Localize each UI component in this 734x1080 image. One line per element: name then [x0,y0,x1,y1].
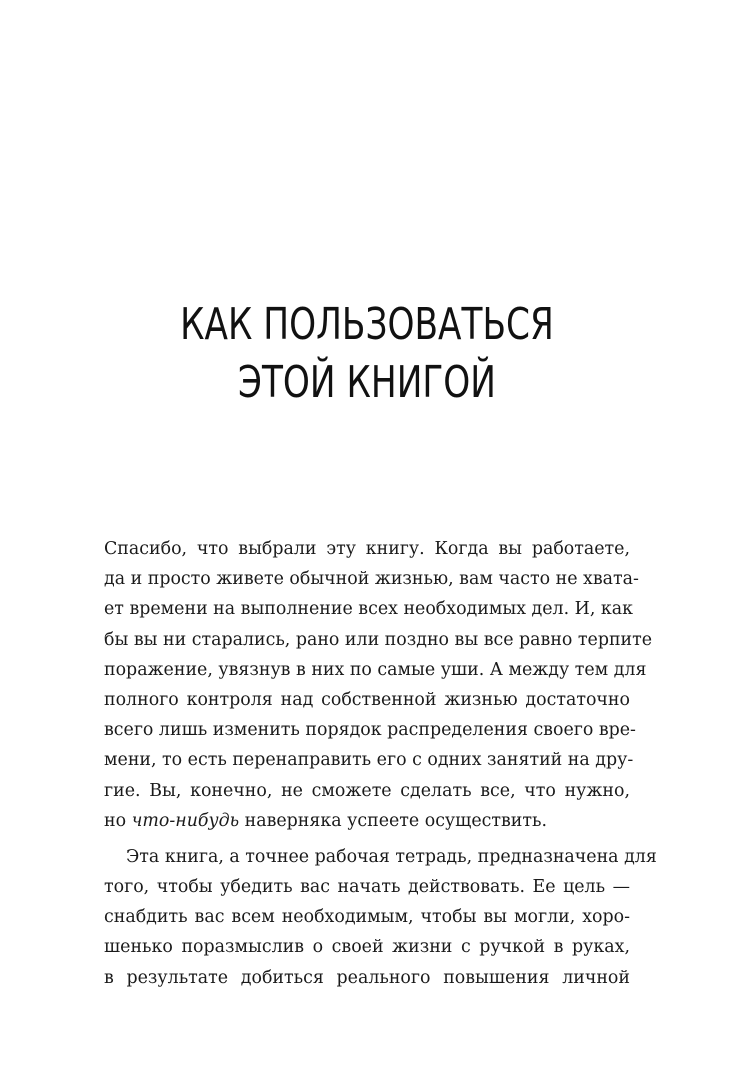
text-line: Спасибо, что выбрали эту книгу. Когда вы работаете, [104,539,630,559]
text-line: полного контроля над собственной жизнью достаточно [104,689,630,710]
emphasis-text: что-нибудь [131,810,240,831]
chapter-title-line-2: ЭТОЙ КНИГОЙ [237,357,496,408]
text-line: снабдить вас всем необходимым, чтобы вы могли, хоро- [104,907,630,928]
chapter-title-line-1: КАК ПОЛЬЗОВАТЬСЯ [180,299,554,350]
text-line: мени, то есть перенаправить его с одних занятий на дру- [104,750,634,771]
text-line: да и просто живете обычной жизнью, вам часто не хвата- [104,569,639,590]
text-line: ет времени на выполнение всех необходимых дел. И, как [104,599,633,620]
paragraph-2 [104,842,657,993]
text-line: поражение, увязнув в них по самые уши. А между тем для [104,659,647,680]
text-line-last [104,806,630,836]
text-line: всего лишь изменить порядок распределения своего вре- [104,720,636,741]
text-line: того, чтобы убедить вас начать действовать. Ее цель — [104,877,630,898]
chapter-title [81,296,654,412]
text-segment: наверняка успеете осуществить. [239,810,547,831]
text-line: шенько поразмыслив о своей жизни с ручкой в руках, [104,937,630,958]
body-text [104,534,657,993]
text-line: гие. Вы, конечно, не сможете сделать все, что нужно, [104,780,630,801]
text-line: бы вы ни старались, рано или поздно вы все равно терпите [104,629,653,650]
text-segment: но [104,810,132,831]
paragraph-1 [104,534,653,836]
text-line: в результате добиться реального повышения личной [104,967,630,988]
text-line-first: Эта книга, а точнее рабочая тетрадь, предназначена для [126,846,657,867]
